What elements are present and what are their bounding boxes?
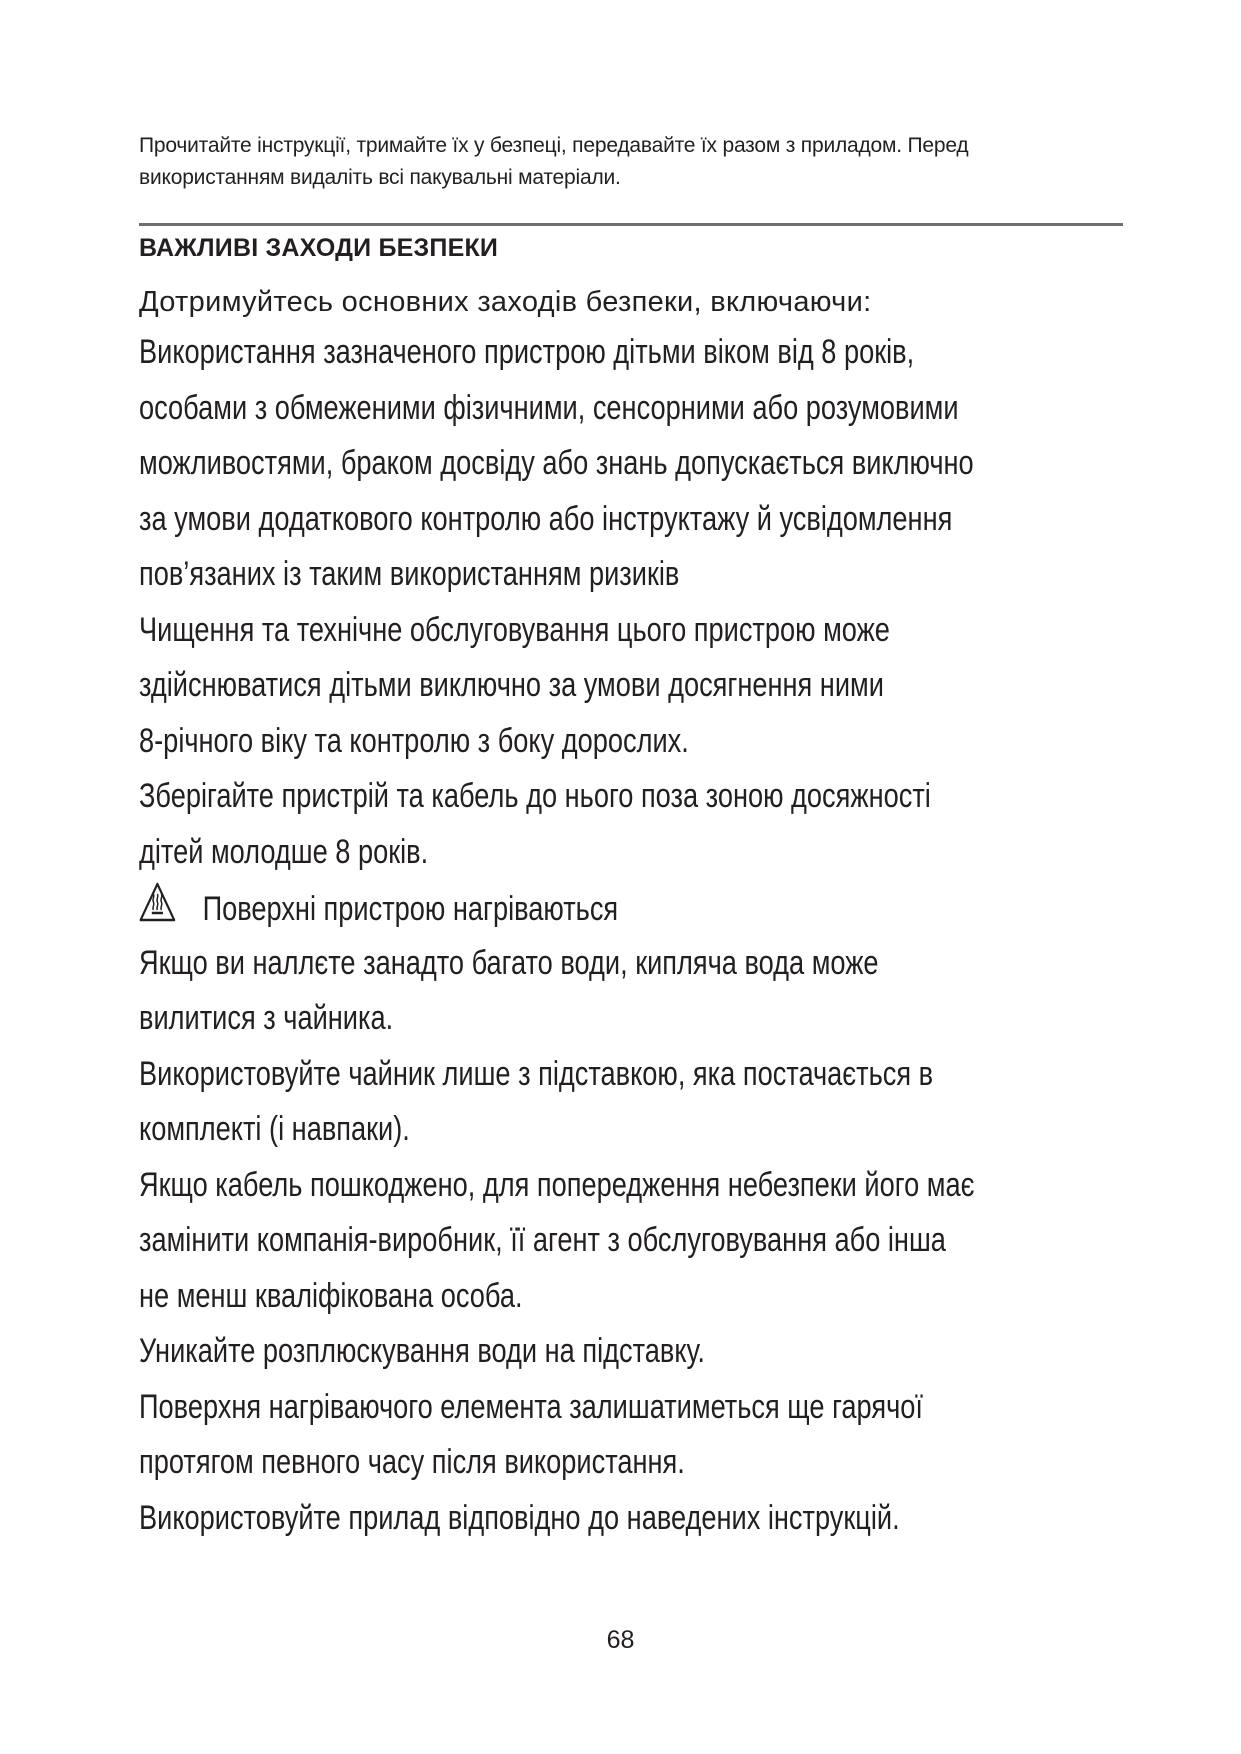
instruction-line: пов’язаних із таким використанням ризиків xyxy=(139,555,680,593)
instruction-line: Зберігайте пристрій та кабель до нього поза зоною досяжності xyxy=(139,777,931,815)
section-divider xyxy=(139,223,1123,226)
instruction-line: Використання зазначеного пристрою дітьми віком від 8 років, xyxy=(139,333,915,371)
instruction-line: вилитися з чайника. xyxy=(139,999,394,1037)
instruction-line: не менш кваліфікована особа. xyxy=(139,1276,523,1315)
instruction-line: здійснюватися дітьми виключно за умови досягнення ними xyxy=(139,666,884,704)
instruction-line: Якщо ви наллєте занадто багато води, кипляча вода може xyxy=(139,943,879,982)
intro-paragraph xyxy=(139,130,1129,194)
warning-text: Поверхні пристрою нагріваються xyxy=(202,890,619,928)
instruction-line: Уникайте розплюскування води на підставку. xyxy=(139,1332,705,1370)
instruction-line: особами з обмеженими фізичними, сенсорними або розумовими xyxy=(139,388,959,427)
safety-instructions xyxy=(139,325,1123,1546)
instruction-line: дітей молодше 8 років. xyxy=(139,832,429,871)
instruction-line: Поверхня нагріваючого елемента залишатиметься ще гарячої xyxy=(139,1387,923,1426)
instruction-line: Використовуйте прилад відповідно до наведених інструкцій. xyxy=(139,1498,900,1537)
instruction-line: Якщо кабель пошкоджено, для попередження небезпеки його має xyxy=(139,1165,975,1204)
instruction-line: замінити компанія-виробник, її агент з обслуговування або інша xyxy=(139,1221,946,1259)
hot-surface-warning xyxy=(139,880,1123,936)
instruction-line: Використовуйте чайник лише з підставкою, яка постачається в xyxy=(139,1054,934,1093)
instruction-line: Чищення та технічне обслуговування цього пристрою може xyxy=(139,610,890,649)
hot-surface-warning-icon xyxy=(139,882,176,922)
intro-line: використанням видаліть всі пакувальні матеріали. xyxy=(139,166,621,189)
intro-line: Прочитайте інструкції, тримайте їх у безпеці, передавайте їх разом з приладом. Перед xyxy=(139,134,969,157)
instruction-line: протягом певного часу після використання. xyxy=(139,1443,685,1481)
instruction-line: можливостями, браком досвіду або знань допускається виключно xyxy=(139,444,974,482)
instruction-line: 8-річного віку та контролю з боку дорослих. xyxy=(139,721,689,760)
section-lead: Дотримуйтесь основних заходів безпеки, включаючи: xyxy=(139,286,872,318)
instruction-line: за умови додаткового контролю або інструктажу й усвідомлення xyxy=(139,499,953,538)
instruction-line: комплекті (і навпаки). xyxy=(139,1110,410,1148)
page-number: 68 xyxy=(606,1626,635,1654)
section-title: ВАЖЛИВІ ЗАХОДИ БЕЗПЕКИ xyxy=(139,234,499,262)
